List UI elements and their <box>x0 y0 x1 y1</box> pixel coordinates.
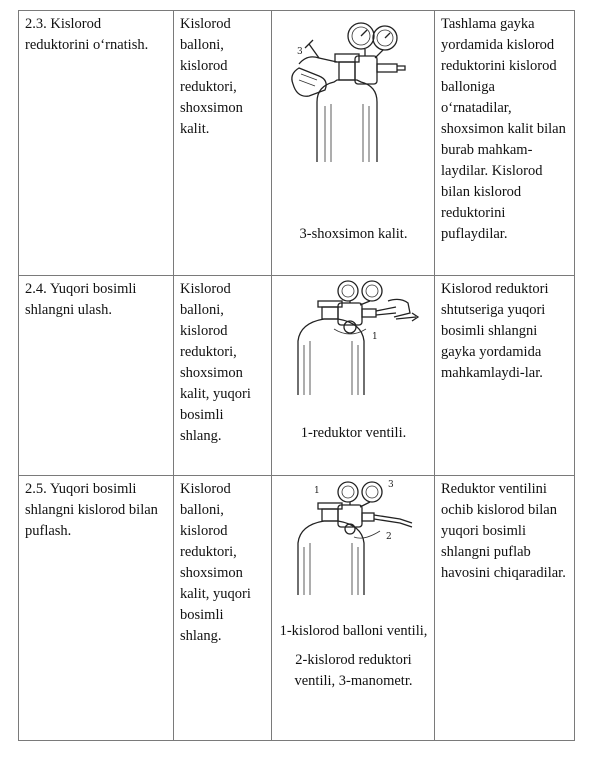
figure-label: 1 <box>313 486 320 496</box>
figure-caption: 2-kislorod reduktori ventili, 3-manometr. <box>294 652 413 689</box>
hose-connection-illustration <box>284 279 424 399</box>
step-cell: 2.3. Kislorod reduktorini o‘rnatish. <box>19 11 174 276</box>
table-row <box>19 476 575 741</box>
figure-cell <box>272 276 435 476</box>
step-cell: 2.4. Yuqori bosimli shlangni ulash. <box>19 276 174 476</box>
figure-label: 3 <box>296 47 303 57</box>
figure-cell <box>272 11 435 276</box>
figure-label: 2 <box>385 532 392 542</box>
table-row <box>19 11 575 276</box>
purging-illustration <box>284 479 424 599</box>
figure-label: 1 <box>371 332 378 342</box>
table-row <box>19 276 575 476</box>
description-cell: Reduktor ventilini ochib kislorod bilan yuqori bosimli shlangni puflab havosini chiqaradilar. <box>435 476 575 741</box>
figure-caption: 1-kislorod balloni ventili, <box>279 623 428 639</box>
tools-cell: Kislorod balloni, kislorod reduktori, shoxsimon kalit. <box>174 11 272 276</box>
tools-cell: Kislorod balloni, kislorod reduktori, shoxsimon kalit, yuqori bosimli shlang. <box>174 276 272 476</box>
description-cell: Kislorod reduktori shtutseriga yuqori bosimli shlangni gayka yordamida mahkamlaydi-lar. <box>435 276 575 476</box>
step-cell: 2.5. Yuqori bosimli shlangni kislorod bilan puflash. <box>19 476 174 741</box>
figure-cell <box>272 476 435 741</box>
figure-caption: 3-shoxsimon kalit. <box>299 226 408 242</box>
procedure-table <box>18 10 575 741</box>
tools-cell: Kislorod balloni, kislorod reduktori, shoxsimon kalit, yuqori bosimli shlang. <box>174 476 272 741</box>
description-cell: Tashlama gayka yordamida kislorod reduktorini kislorod balloniga o‘rnatadilar, shoxsimon kalit bilan burab mahkam-laydilar. Kislorod bilan kislorod reduktorini puflaydilar. <box>435 11 575 276</box>
figure-label: 3 <box>387 480 394 490</box>
oxygen-cylinder-regulator-illustration <box>279 14 429 164</box>
figure-caption: 1-reduktor ventili. <box>300 425 407 441</box>
